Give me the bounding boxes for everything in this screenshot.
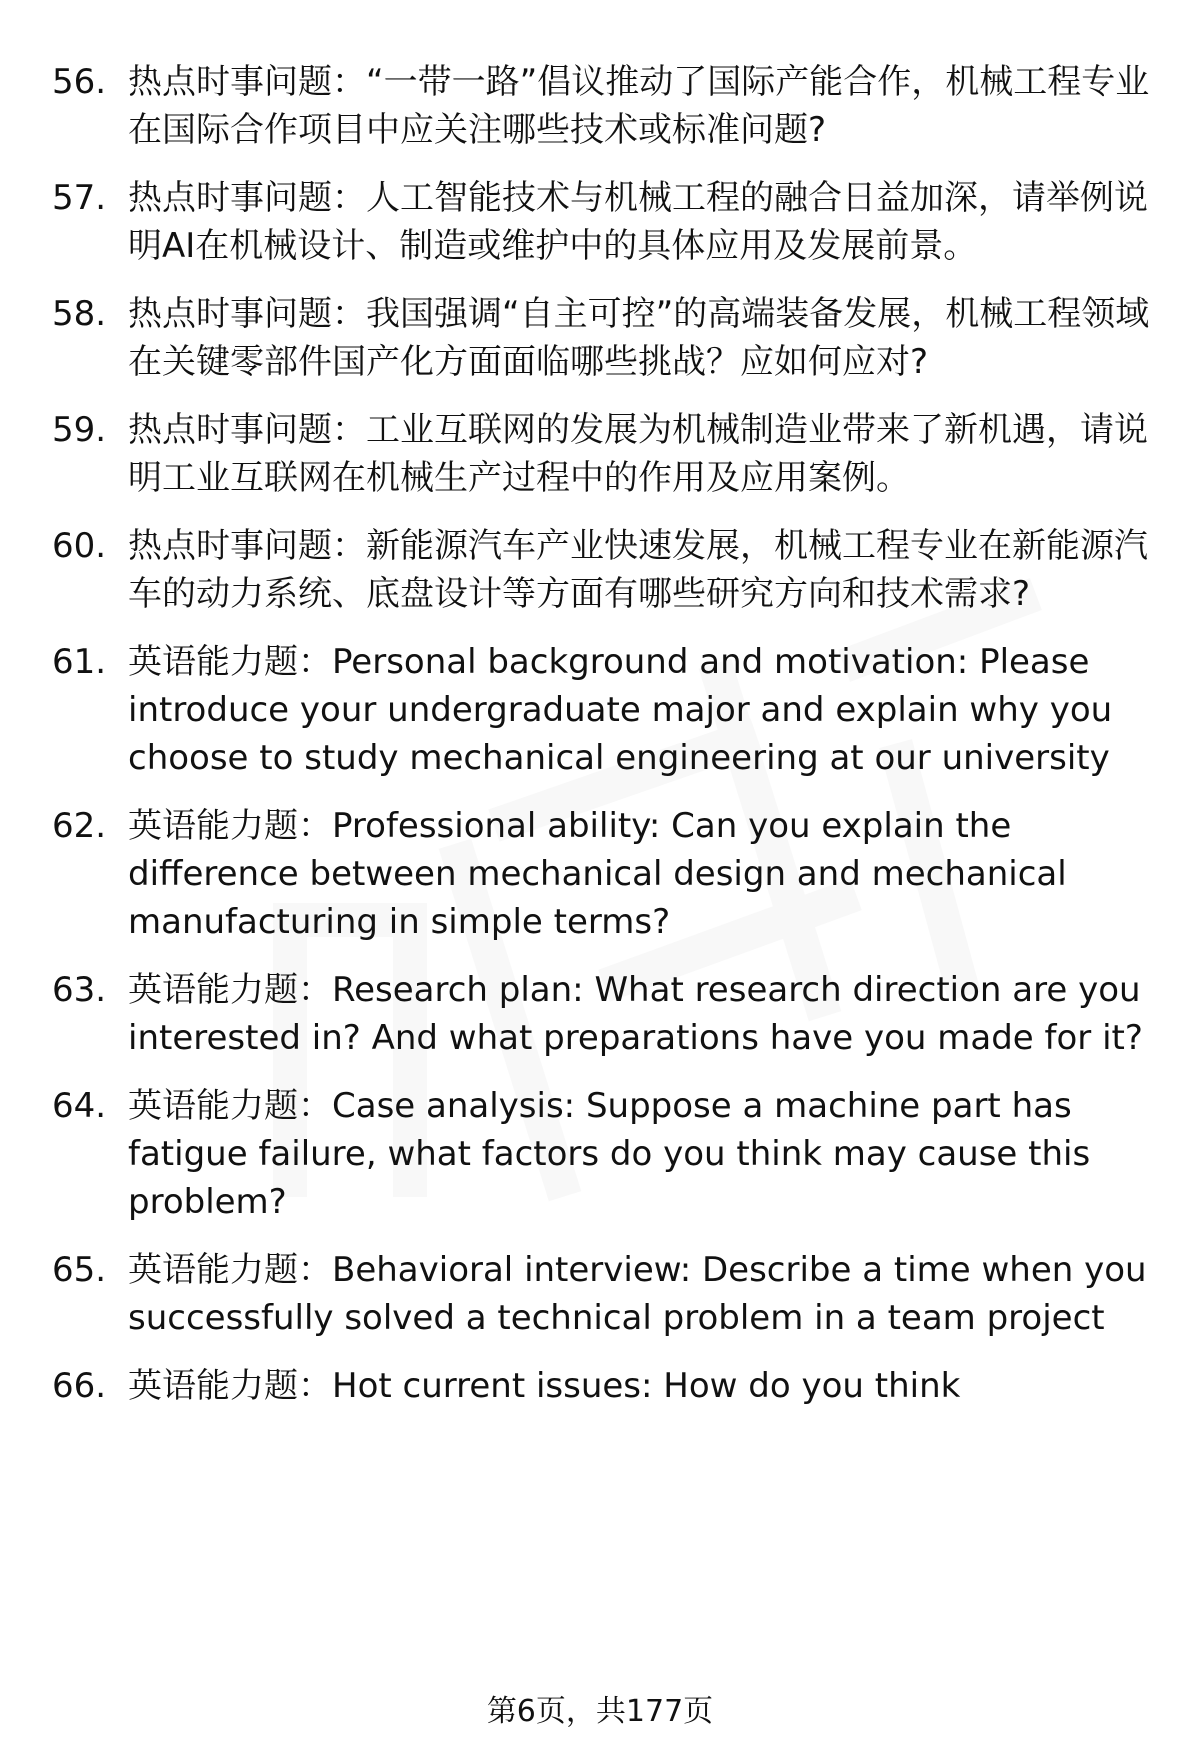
- question-text: [128, 174, 1162, 270]
- question-body: 新能源汽车产业快速发展，机械工程专业在新能源汽车的动力系统、底盘设计等方面有哪些研究方向和技术需求?: [128, 526, 1148, 614]
- list-item: [52, 638, 1162, 782]
- list-item: [52, 1082, 1162, 1226]
- list-item: [52, 522, 1162, 618]
- question-body: Hot current issues: How do you think: [332, 1366, 961, 1406]
- question-text: [128, 802, 1162, 946]
- question-text: [128, 966, 1162, 1062]
- question-text: [128, 638, 1162, 782]
- question-body: Behavioral interview: Describe a time when you successfully solved a technical problem in a team project: [128, 1250, 1147, 1338]
- list-item: [52, 966, 1162, 1062]
- question-body: Personal background and motivation: Please introduce your undergraduate major and explain why you choose to study mechanical engineering at our university: [128, 642, 1113, 778]
- question-number: 62.: [52, 806, 107, 846]
- question-number: 59.: [52, 410, 107, 450]
- question-text: [128, 1246, 1162, 1342]
- question-body: Case analysis: Suppose a machine part has fatigue failure, what factors do you think may cause this problem?: [128, 1086, 1091, 1222]
- page-number-footer: 第6页，共177页: [486, 1694, 714, 1729]
- question-number: 63.: [52, 970, 107, 1010]
- list-item: [52, 1246, 1162, 1342]
- question-body: “一带一路”倡议推动了国际产能合作，机械工程专业在国际合作项目中应关注哪些技术或标准问题?: [128, 62, 1150, 150]
- question-category: 英语能力题：: [128, 1250, 332, 1290]
- list-item: [52, 290, 1162, 386]
- question-category: 英语能力题：: [128, 1366, 332, 1406]
- question-text: [128, 406, 1162, 502]
- question-text: [128, 522, 1162, 618]
- question-number: 58.: [52, 294, 107, 334]
- question-category: 热点时事问题：: [128, 410, 366, 450]
- question-body: 我国强调“自主可控”的高端装备发展，机械工程领域在关键零部件国产化方面面临哪些挑战？应如何应对?: [128, 294, 1150, 382]
- question-text: [128, 58, 1162, 154]
- question-category: 英语能力题：: [128, 806, 332, 846]
- question-text: [128, 290, 1162, 386]
- question-category: 热点时事问题：: [128, 62, 366, 102]
- question-list: [52, 58, 1162, 1430]
- question-number: 65.: [52, 1250, 107, 1290]
- question-number: 61.: [52, 642, 107, 682]
- question-category: 英语能力题：: [128, 1086, 332, 1126]
- question-body: 工业互联网的发展为机械制造业带来了新机遇，请说明工业互联网在机械生产过程中的作用及应用案例。: [128, 410, 1148, 498]
- question-body: 人工智能技术与机械工程的融合日益加深，请举例说明AI在机械设计、制造或维护中的具体应用及发展前景。: [128, 178, 1148, 266]
- list-item: [52, 174, 1162, 270]
- question-body: Professional ability: Can you explain the difference between mechanical design and mechanical manufacturing in simple terms?: [128, 806, 1067, 942]
- list-item: [52, 1362, 1162, 1410]
- question-number: 56.: [52, 62, 107, 102]
- question-text: [128, 1082, 1162, 1226]
- question-category: 热点时事问题：: [128, 178, 366, 218]
- question-body: Research plan: What research direction are you interested in? And what preparations have you made for it?: [128, 970, 1143, 1058]
- list-item: [52, 58, 1162, 154]
- question-number: 66.: [52, 1366, 107, 1406]
- question-category: 英语能力题：: [128, 970, 332, 1010]
- question-category: 热点时事问题：: [128, 526, 366, 566]
- question-category: 热点时事问题：: [128, 294, 366, 334]
- question-number: 57.: [52, 178, 107, 218]
- question-number: 60.: [52, 526, 107, 566]
- list-item: [52, 406, 1162, 502]
- question-text: [128, 1362, 1162, 1410]
- question-category: 英语能力题：: [128, 642, 332, 682]
- list-item: [52, 802, 1162, 946]
- question-number: 64.: [52, 1086, 107, 1126]
